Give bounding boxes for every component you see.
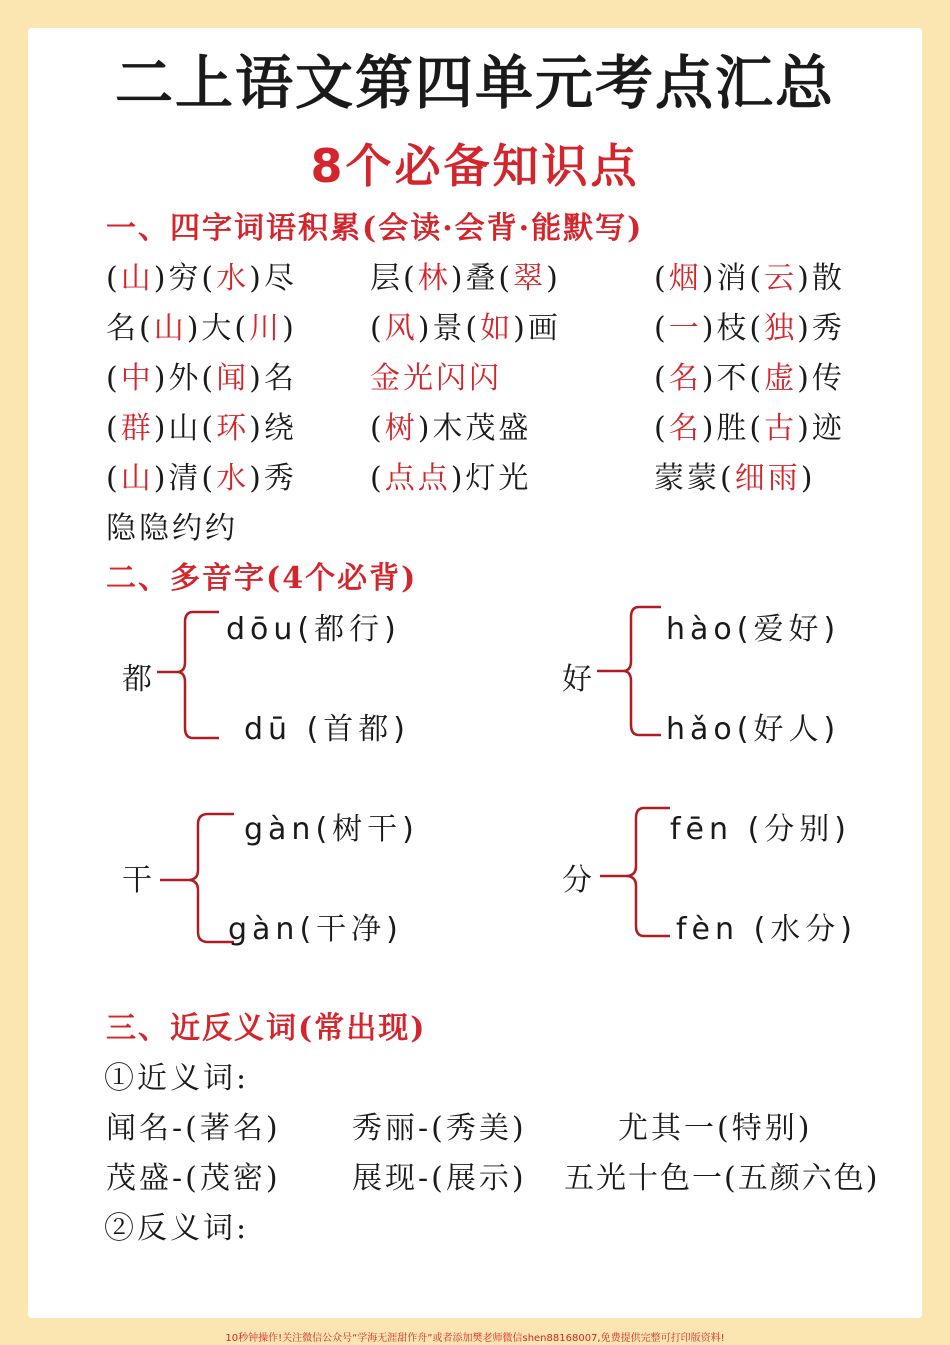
idiom-text: 名(	[106, 311, 154, 346]
idiom-text: (	[370, 411, 385, 446]
idiom-filled-word: 名	[668, 411, 702, 446]
idiom-item	[654, 453, 815, 497]
idiom-filled-word: 林	[417, 261, 451, 296]
idiom-item	[106, 253, 297, 297]
idiom-item	[654, 403, 845, 447]
idiom-filled-word: 川	[249, 311, 283, 346]
idiom-text: )尽	[249, 261, 297, 296]
idiom-text: (	[654, 311, 669, 346]
idiom-text: )枝(	[701, 311, 765, 346]
idiom-text: )绕	[249, 411, 297, 446]
idiom-filled-word: 翠	[513, 261, 547, 296]
idiom-item	[370, 403, 531, 447]
idiom-text: )	[546, 261, 561, 296]
idiom-filled-word: 点点	[384, 461, 451, 496]
brace-icon	[595, 605, 665, 735]
idiom-filled-word: 水	[216, 461, 250, 496]
idiom-text: )山(	[153, 411, 217, 446]
polyphone-char: 都	[122, 662, 152, 697]
idiom-filled-word: 金光闪闪	[370, 361, 502, 396]
idiom-text: )迹	[797, 411, 845, 446]
idiom-text: )传	[797, 361, 845, 396]
idiom-filled-word: 树	[384, 411, 418, 446]
idiom-item	[370, 453, 531, 497]
section3-heading: 三、近反义词(常出现)	[106, 1011, 427, 1046]
idiom-filled-word: 如	[480, 311, 514, 346]
idiom-filled-word: 山	[153, 311, 187, 346]
idiom-last: 隐隐约约	[106, 511, 238, 546]
brace-icon	[155, 610, 225, 740]
polyphone-reading: gàn(树干)	[244, 812, 419, 847]
idiom-filled-word: 山	[120, 261, 154, 296]
idiom-text: )叠(	[450, 261, 514, 296]
polyphone-char: 好	[562, 662, 592, 697]
idiom-filled-word: 群	[120, 411, 154, 446]
polyphone-reading: dū (首都)	[244, 712, 411, 747]
idiom-text: )秀	[797, 311, 845, 346]
polyphone-char: 分	[562, 863, 592, 898]
idiom-text: )景(	[417, 311, 481, 346]
idiom-item	[106, 403, 297, 447]
polyphone-reading: hǎo(好人)	[666, 712, 841, 747]
antonym-label: ②反义词:	[104, 1211, 250, 1246]
idiom-text: )名	[249, 361, 297, 396]
idiom-text: )大(	[186, 311, 250, 346]
idiom-filled-word: 一	[668, 311, 702, 346]
idiom-text: (	[370, 311, 385, 346]
idiom-text: (	[654, 411, 669, 446]
page-title: 二上语文第四单元考点汇总	[114, 49, 835, 117]
idiom-filled-word: 水	[216, 261, 250, 296]
idiom-filled-word: 环	[216, 411, 250, 446]
idiom-text: 层(	[370, 261, 418, 296]
idiom-text: )	[800, 461, 816, 496]
page-subtitle: 8个必备知识点	[310, 139, 640, 193]
section2-heading: 二、多音字(4个必背)	[106, 561, 418, 596]
idiom-text: )	[282, 311, 297, 346]
idiom-item	[654, 303, 845, 347]
idiom-text: (	[654, 361, 669, 396]
idiom-text: )画	[513, 311, 561, 346]
idiom-filled-word: 山	[120, 461, 154, 496]
polyphone-reading: fèn (水分)	[676, 912, 857, 947]
idiom-text: )不(	[701, 361, 765, 396]
polyphone-reading: dōu(都行)	[226, 612, 401, 647]
idiom-item	[370, 353, 502, 397]
synonym-pair: 茂盛-(茂密)	[106, 1161, 281, 1196]
idiom-text: (	[106, 361, 121, 396]
polyphone-reading: gàn(干净)	[228, 912, 403, 947]
polyphone-reading: hào(爱好)	[666, 612, 841, 647]
synonym-label: ①近义词:	[104, 1061, 250, 1096]
idiom-item	[370, 303, 561, 347]
idiom-text: )散	[797, 261, 845, 296]
polyphone-reading: fēn (分别)	[670, 812, 851, 847]
polyphone-char: 干	[122, 863, 152, 898]
synonym-pair: 秀丽-(秀美)	[352, 1111, 527, 1146]
idiom-item	[106, 453, 297, 497]
idiom-filled-word: 虚	[764, 361, 798, 396]
idiom-filled-word: 风	[384, 311, 418, 346]
idiom-filled-word: 云	[764, 261, 798, 296]
footer-note: 10秒钟操作!关注微信公众号“学海无涯甜作舟”或者添加樊老师微信shen88168007,免费提供完整可打印版资料!	[225, 1333, 725, 1344]
idiom-text: (	[654, 261, 669, 296]
idiom-text: )胜(	[701, 411, 765, 446]
section1-heading: 一、四字词语积累(会读·会背·能默写)	[106, 211, 644, 246]
brace-icon	[158, 812, 238, 944]
brace-icon	[598, 806, 674, 938]
idiom-item	[654, 353, 845, 397]
idiom-text: )灯光	[450, 461, 532, 496]
idiom-text: (	[106, 261, 121, 296]
idiom-item	[106, 353, 297, 397]
idiom-text: )秀	[249, 461, 297, 496]
idiom-text: )消(	[701, 261, 765, 296]
idiom-filled-word: 细雨	[734, 461, 801, 496]
idiom-text: (	[106, 411, 121, 446]
idiom-text: )清(	[153, 461, 217, 496]
idiom-text: (	[106, 461, 121, 496]
synonym-pair: 五光十色一(五颜六色)	[564, 1161, 880, 1196]
idiom-filled-word: 名	[668, 361, 702, 396]
idiom-filled-word: 古	[764, 411, 798, 446]
synonym-pair: 尤其一(特别)	[618, 1111, 813, 1146]
idiom-text: )外(	[153, 361, 217, 396]
idiom-item	[654, 253, 845, 297]
idiom-item	[370, 253, 561, 297]
idiom-filled-word: 闻	[216, 361, 250, 396]
synonym-pair: 展现-(展示)	[352, 1161, 527, 1196]
synonym-pair: 闻名-(著名)	[106, 1111, 281, 1146]
idiom-item	[106, 303, 297, 347]
idiom-text: )穷(	[153, 261, 217, 296]
idiom-filled-word: 中	[120, 361, 154, 396]
idiom-text: 蒙蒙(	[654, 461, 735, 496]
idiom-filled-word: 独	[764, 311, 798, 346]
idiom-text: )木茂盛	[417, 411, 532, 446]
idiom-filled-word: 烟	[668, 261, 702, 296]
idiom-text: (	[370, 461, 385, 496]
